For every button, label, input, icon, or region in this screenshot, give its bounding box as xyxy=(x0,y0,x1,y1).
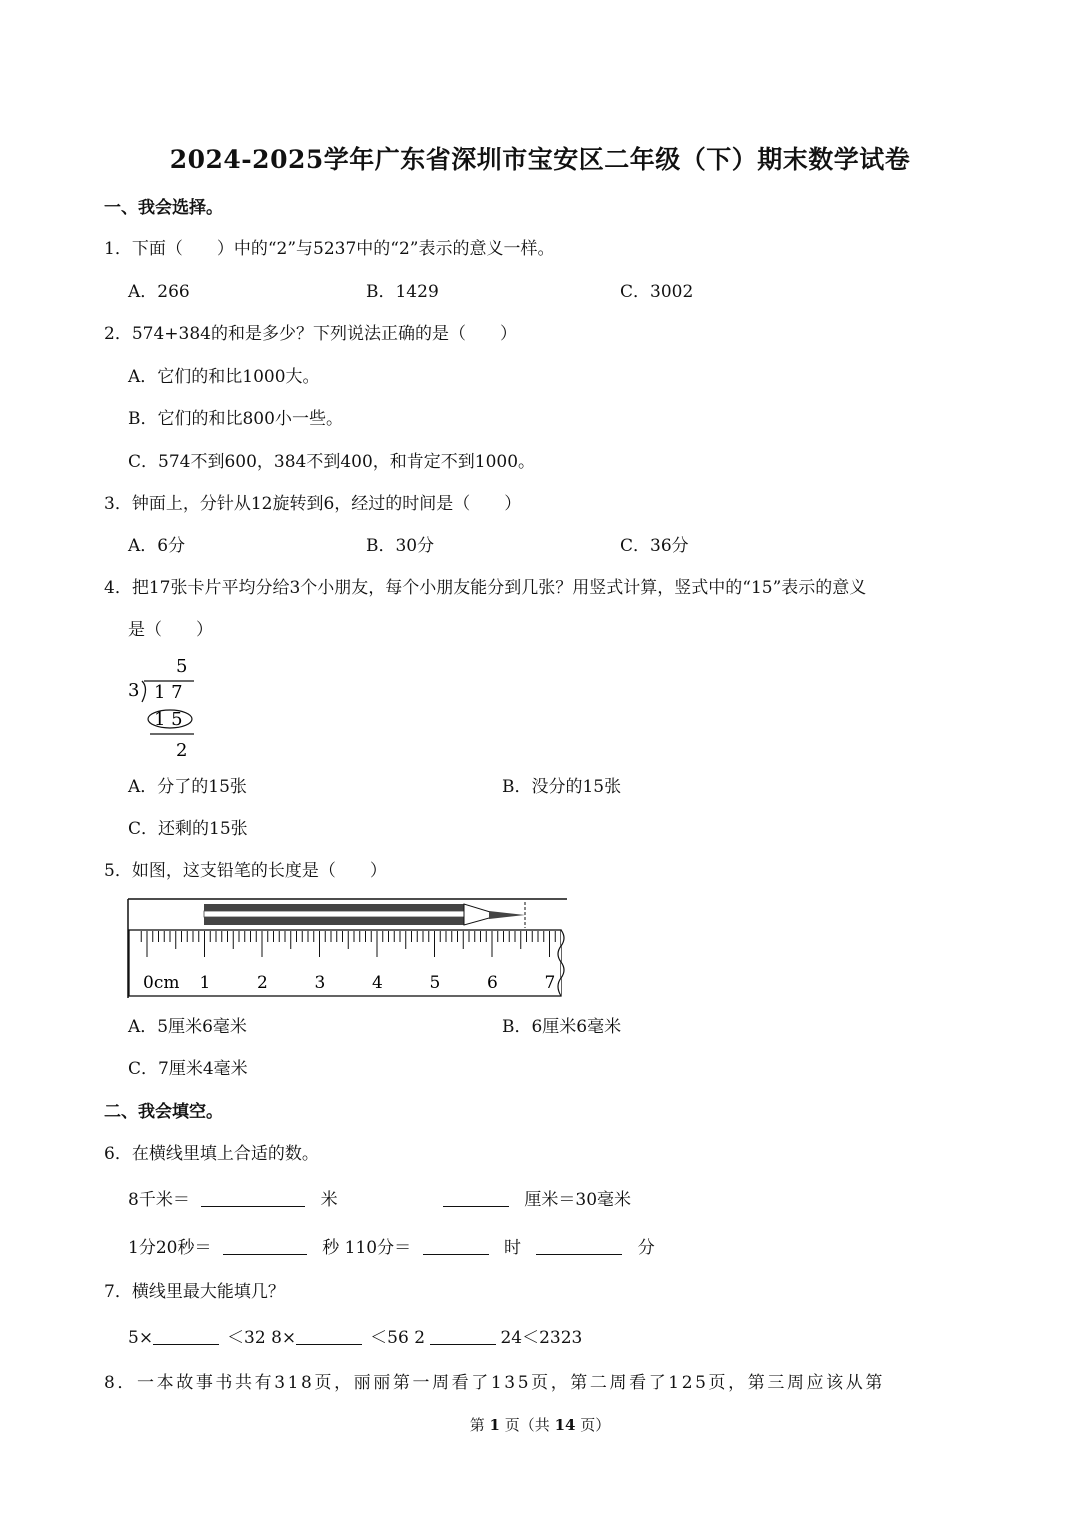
q6-blank-meters[interactable] xyxy=(201,1192,305,1207)
q6-line1-right xyxy=(443,1192,631,1209)
q6-km-label: 8千米＝ xyxy=(128,1190,190,1210)
q5-option-b: B．6厘米6毫米 xyxy=(502,1017,622,1037)
q4-option-b: B．没分的15张 xyxy=(502,777,622,797)
q7-part4: 24＜2323 xyxy=(500,1328,583,1348)
q7-part1: 5× xyxy=(128,1328,154,1348)
q4-stem-line1: 4．把17张卡片平均分给3个小朋友，每个小朋友能分到几张？用竖式计算，竖式中的“15”表示的意义 xyxy=(104,578,867,598)
q1-option-a: A．266 xyxy=(128,282,190,302)
q4-option-a: A．分了的15张 xyxy=(128,777,247,797)
q6-blank-minutes[interactable] xyxy=(536,1240,622,1255)
q6-seconds-label: 秒 110分＝ xyxy=(322,1238,412,1258)
q6-minute-unit: 分 xyxy=(637,1238,655,1258)
q7-stem: 7．横线里最大能填几？ xyxy=(104,1282,285,1302)
division-dividend: 1 7 xyxy=(154,682,183,703)
footer-pre: 第 xyxy=(469,1416,485,1434)
footer-total-pages: 14 xyxy=(554,1416,576,1434)
ruler-label: 4 xyxy=(372,973,383,993)
q1-option-b: B．1429 xyxy=(366,282,439,302)
ruler-label: 0cm xyxy=(143,973,180,993)
footer-page-number: 1 xyxy=(489,1416,500,1434)
q5-stem: 5．如图，这支铅笔的长度是（ ） xyxy=(104,861,387,881)
q7-blank-2[interactable] xyxy=(296,1330,362,1345)
q7-part2: ＜32 8× xyxy=(227,1328,297,1348)
ruler-label: 7 xyxy=(544,973,556,993)
q6-blank-seconds[interactable] xyxy=(223,1240,307,1255)
q6-line2 xyxy=(128,1240,655,1257)
ruler-label: 1 xyxy=(199,973,211,993)
q5-option-c: C．7厘米4毫米 xyxy=(128,1059,248,1079)
long-division-figure xyxy=(118,652,218,764)
q6-time-label: 1分20秒＝ xyxy=(128,1238,212,1258)
ruler-label: 6 xyxy=(487,973,498,993)
division-remainder: 2 xyxy=(176,740,188,761)
q7-part3: ＜56 2 xyxy=(370,1328,426,1348)
q1-option-c: C．3002 xyxy=(620,282,694,302)
q6-cm-label: 厘米＝30毫米 xyxy=(524,1190,632,1210)
division-divisor: 3 xyxy=(128,680,140,701)
footer-post: 页） xyxy=(580,1416,611,1434)
q6-blank-cm[interactable] xyxy=(443,1192,509,1207)
footer-mid: 页（共 xyxy=(504,1416,550,1434)
q4-option-c: C．还剩的15张 xyxy=(128,819,248,839)
q5-option-a: A．5厘米6毫米 xyxy=(128,1017,247,1037)
q3-option-b: B．30分 xyxy=(366,536,435,556)
section-2-heading: 二、我会填空。 xyxy=(104,1102,223,1122)
ruler-label: 2 xyxy=(257,973,268,993)
q2-option-b: B．它们的和比800小一些。 xyxy=(128,409,343,429)
page-footer xyxy=(0,1418,1080,1433)
q7-blank-3[interactable] xyxy=(430,1330,496,1345)
q6-line1 xyxy=(128,1192,338,1209)
q3-option-a: A．6分 xyxy=(128,536,186,556)
q6-stem: 6．在横线里填上合适的数。 xyxy=(104,1144,319,1164)
q2-stem: 2．574+384的和是多少？下列说法正确的是（ ） xyxy=(104,324,517,344)
pencil-ruler-figure xyxy=(127,898,571,1002)
ruler-label: 5 xyxy=(429,973,441,993)
q2-option-a: A．它们的和比1000大。 xyxy=(128,367,320,387)
q4-stem-line2: 是（ ） xyxy=(128,620,213,640)
page-title: 2024-2025学年广东省深圳市宝安区二年级（下）期末数学试卷 xyxy=(169,145,911,174)
q7-line xyxy=(128,1330,582,1347)
q7-blank-1[interactable] xyxy=(153,1330,219,1345)
section-1-heading: 一、我会选择。 xyxy=(104,198,223,218)
q3-option-c: C．36分 xyxy=(620,536,689,556)
division-bracket xyxy=(142,681,146,702)
q3-stem: 3．钟面上，分针从12旋转到6，经过的时间是（ ） xyxy=(104,494,522,514)
q8-stem: 8．一本故事书共有318页，丽丽第一周看了135页，第二周看了125页，第三周应该从第 xyxy=(104,1373,885,1393)
q1-stem: 1．下面（ ）中的“2”与5237中的“2”表示的意义一样。 xyxy=(104,239,555,259)
q6-blank-hours[interactable] xyxy=(423,1240,489,1255)
q2-option-c: C．574不到600，384不到400，和肯定不到1000。 xyxy=(128,452,536,472)
ruler-label: 3 xyxy=(314,973,326,993)
q6-m-unit: 米 xyxy=(320,1190,338,1210)
division-quotient: 5 xyxy=(176,656,188,677)
division-product: 1 5 xyxy=(154,709,183,730)
pencil xyxy=(204,902,525,928)
q6-hour-unit: 时 xyxy=(503,1238,521,1258)
